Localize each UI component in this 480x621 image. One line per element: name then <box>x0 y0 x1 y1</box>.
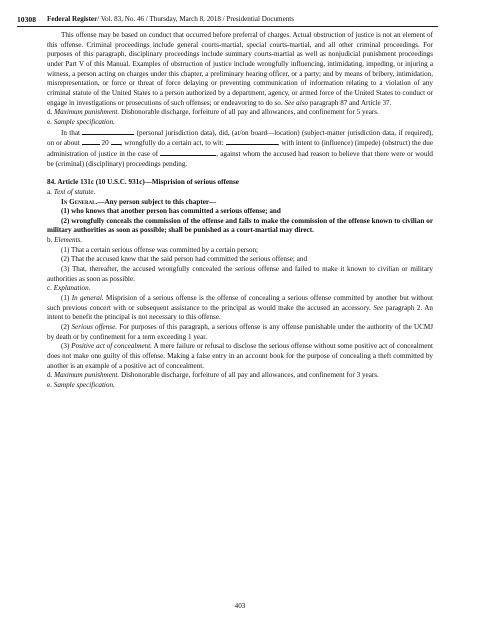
item-d-max-punishment: d. Maximum punishment. Dishonorable discharge, forfeiture of all pay and allowances, and confinement for 5 years. <box>47 108 379 117</box>
document-body <box>47 31 433 391</box>
statute-clause-1: (1) who knows that another person has committed a serious offense; and <box>61 207 281 216</box>
item-b-elements: b. Elements. <box>47 236 83 245</box>
item-e2-sample-spec: e. Sample specification. <box>47 380 115 389</box>
explanation-2: (2) Serious offense. For purposes of this paragraph, a serious offense is any offense punishable under the authority of the UCMJ by death or by confinement for a term exceeding 1 year. <box>47 323 433 341</box>
item-a-text-of-statute: a. Text of statute. <box>47 187 96 196</box>
header-rule <box>17 26 438 27</box>
element-2: (2) That the accused knew that the said person had committed the serious offense; and <box>61 255 308 264</box>
explanation-1: (1) In general. Misprision of a serious offense is the offense of concealing a serious offense committed by another but without such previous concert with or subsequent assistance to the principal as would make the accused an accessory. See paragraph 2. An intent to benefit the principal is not necessary to this offense. <box>47 294 433 322</box>
footer-page-number: 403 <box>234 602 246 610</box>
paragraph-obstruction: This offense may be based on conduct that occurred before preferral of charges. Actual obstruction of justice is not an element of this offense. Criminal proceedings include general courts-martial, special courts-martial, and all other criminal proceedings. For purposes of this paragraph, disciplinary proceedings include summary courts-martial as well as nonjudicial punishment proceedings under Part V of this Manual. Examples of obstruction of justice include wrongfully influencing, intimidating, impeding, or injuring a witness, a person acting on charges under this chapter, a preliminary hearing officer, or a party; and by means of bribery, intimidation, misrepresentation, or force or threat of force delaying or preventing communication of information relating to a violation of any criminal statute of the United States to a person authorized by a department, agency, or armed force of the United States to conduct or engage in investigations or prosecutions of such offenses; or endeavoring to do so. See also paragraph 87 and Article 37. <box>47 31 433 107</box>
header-journal: Federal Register <box>47 15 98 23</box>
statute-general: In General.—Any person subject to this chapter— <box>61 197 217 206</box>
item-d2-max-punishment: d. Maximum punishment. Dishonorable discharge, forfeiture of all pay and allowances, and confinement for 3 years. <box>47 371 379 380</box>
item-e-sample-spec: e. Sample specification. <box>47 117 115 126</box>
element-3: (3) That, thereafter, the accused wrongfully concealed the serious offense and failed to make it known to civilian or military authorities as soon as possible. <box>47 265 433 283</box>
statute-clause-2: (2) wrongfully conceals the commission of the offense and fails to make the commission of the offense known to civilian or military authorities as soon as possible; shall be punished as a court-martial may direct. <box>47 216 433 235</box>
element-1: (1) That a certain serious offense was committed by a certain person; <box>61 245 259 254</box>
section-heading: 84. Article 131c (10 U.S.C. 931c)—Misprision of serious offense <box>47 178 239 187</box>
header-citation: / Vol. 83, No. 46 / Thursday, March 8, 2018 / Presidential Documents <box>97 15 295 23</box>
explanation-3: (3) Positive act of concealment. A mere failure or refusal to disclose the serious offense without some positive act of concealment does not make one guilty of this offense. Making a false entry in an account book for the purpose of concealing a theft committed by another is an example of a positive act of concealment. <box>47 342 433 370</box>
sample-specification-1: In that (personal jurisdiction data), did, (at/on board—location) (subject-matter jurisdiction data, if required), on or about 20 , wrongfully do a certain act, to wit: , with intent to (influence) (impede) (obstruct) the due administration of justice in the case of , against whom the accused had reason to believe that there were or would be (criminal) (disciplinary) proceedings pending. <box>47 128 433 168</box>
item-c-explanation: c. Explanation. <box>47 284 91 293</box>
header-page-number: 10308 <box>17 15 36 24</box>
